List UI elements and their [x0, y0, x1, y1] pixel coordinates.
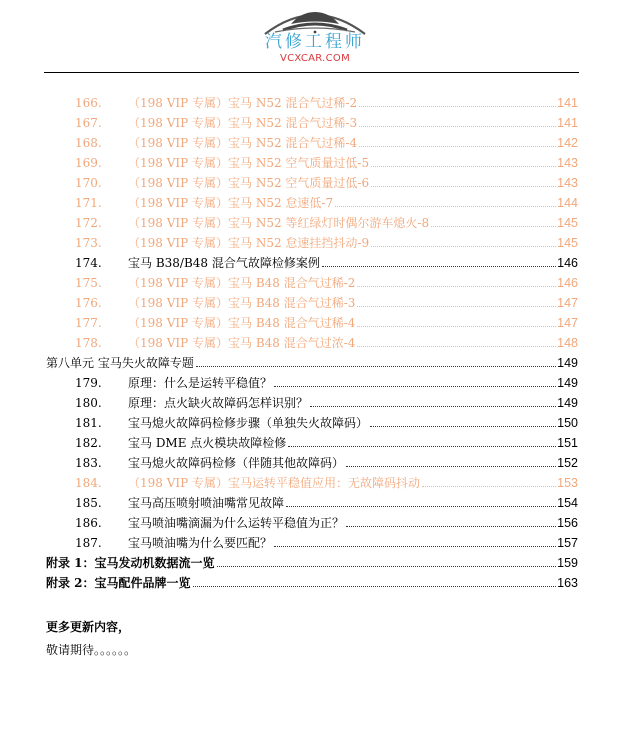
dot-leader: [274, 545, 556, 547]
toc-entry[interactable]: [0, 173, 621, 193]
toc-entry-title[interactable]: 附录 2：宝马配件品牌一览: [46, 576, 191, 590]
toc-page-number[interactable]: 147: [557, 296, 578, 310]
toc-entry[interactable]: [0, 493, 621, 513]
toc-entry-title[interactable]: （198 VIP 专属）宝马 N52 怠速挂挡抖动-9: [128, 236, 370, 250]
toc-entry-line: [128, 293, 578, 313]
toc-appendix-entry[interactable]: [0, 573, 621, 593]
toc-entry-number: 174.: [75, 256, 102, 270]
toc-entry[interactable]: [0, 233, 621, 253]
toc-entry[interactable]: [0, 333, 621, 353]
toc-entry[interactable]: [0, 93, 621, 113]
toc-entry-title[interactable]: 宝马高压喷射喷油嘴常见故障: [128, 496, 285, 510]
toc-entry-line: [128, 133, 578, 153]
toc-entry-number: 173.: [75, 236, 102, 250]
toc-entry-number: 175.: [75, 276, 102, 290]
table-of-contents: [0, 93, 621, 593]
toc-entry[interactable]: [0, 513, 621, 533]
toc-entry-number: 177.: [75, 316, 102, 330]
dot-leader: [359, 105, 556, 107]
toc-page-number[interactable]: 153: [557, 476, 578, 490]
toc-entry-line: [128, 453, 578, 473]
toc-page-number[interactable]: 146: [557, 276, 578, 290]
toc-entry[interactable]: [0, 393, 621, 413]
toc-entry-title[interactable]: （198 VIP 专属）宝马 B48 混合气过稀-2: [128, 276, 356, 290]
toc-page-number[interactable]: 141: [557, 96, 578, 110]
toc-entry[interactable]: [0, 273, 621, 293]
toc-page-number[interactable]: 145: [557, 236, 578, 250]
toc-page-number[interactable]: 144: [557, 196, 578, 210]
toc-page-number[interactable]: 150: [557, 416, 578, 430]
toc-entry-title[interactable]: 宝马熄火故障码检修（伴随其他故障码）: [128, 456, 345, 470]
toc-entry-number: 171.: [75, 196, 102, 210]
toc-entry-line: [128, 113, 578, 133]
toc-page-number[interactable]: 156: [557, 516, 578, 530]
toc-entry-title[interactable]: （198 VIP 专属）宝马 N52 空气质量过低-5: [128, 156, 370, 170]
dot-leader: [217, 565, 557, 567]
toc-entry-title[interactable]: 附录 1：宝马发动机数据流一览: [46, 556, 215, 570]
toc-page-number[interactable]: 148: [557, 336, 578, 350]
toc-entry-line: [128, 533, 578, 553]
toc-entry-title[interactable]: 宝马喷油嘴滴漏为什么运转平稳值为正？: [128, 516, 345, 530]
toc-page-number[interactable]: 149: [557, 396, 578, 410]
toc-entry-title[interactable]: （198 VIP 专属）宝马 N52 混合气过稀-2: [128, 96, 358, 110]
toc-entry-line: [128, 313, 578, 333]
toc-entry-number: 168.: [75, 136, 102, 150]
toc-entry-number: 186.: [75, 516, 102, 530]
dot-leader: [431, 225, 556, 227]
toc-entry[interactable]: [0, 413, 621, 433]
toc-entry-number: 169.: [75, 156, 102, 170]
toc-entry[interactable]: [0, 113, 621, 133]
toc-entry[interactable]: [0, 533, 621, 553]
toc-entry-number: 166.: [75, 96, 102, 110]
dot-leader: [371, 185, 556, 187]
toc-entry-line: [128, 493, 578, 513]
toc-page-number[interactable]: 152: [557, 456, 578, 470]
dot-leader: [310, 405, 556, 407]
toc-entry-line: [128, 413, 578, 433]
toc-entry-title[interactable]: 原理：什么是运转平稳值？: [128, 376, 273, 390]
toc-page-number[interactable]: 157: [557, 536, 578, 550]
toc-entry-line: [128, 433, 578, 453]
toc-entry-title[interactable]: （198 VIP 专属）宝马 N52 混合气过稀-4: [128, 136, 358, 150]
dot-leader: [193, 585, 557, 587]
dot-leader: [335, 205, 556, 207]
toc-entry-number: 187.: [75, 536, 102, 550]
toc-entry-title[interactable]: 宝马熄火故障码检修步骤（单独失火故障码）: [128, 416, 369, 430]
logo-chinese-text: 汽修工程师: [265, 32, 365, 52]
dot-leader: [288, 445, 556, 447]
toc-entry-number: 183.: [75, 456, 102, 470]
toc-page-number[interactable]: 151: [557, 436, 578, 450]
toc-page-number[interactable]: 149: [557, 376, 578, 390]
dot-leader: [274, 385, 556, 387]
toc-entry[interactable]: [0, 293, 621, 313]
toc-entry[interactable]: [0, 433, 621, 453]
toc-entry-number: 170.: [75, 176, 102, 190]
toc-entry-number: 185.: [75, 496, 102, 510]
toc-appendix-entry[interactable]: [0, 553, 621, 573]
toc-page-number[interactable]: 141: [557, 116, 578, 130]
toc-entry-line: [128, 273, 578, 293]
toc-entry-line: [128, 333, 578, 353]
dot-leader: [322, 265, 556, 267]
toc-entry[interactable]: [0, 253, 621, 273]
toc-entry-number: 179.: [75, 376, 102, 390]
car-logo-icon: [245, 2, 385, 36]
toc-entry-title[interactable]: 第八单元 宝马失火故障专题: [46, 356, 194, 370]
toc-entry-title[interactable]: （198 VIP 专属）宝马 B48 混合气过稀-3: [128, 296, 356, 310]
toc-entry-line: [128, 513, 578, 533]
toc-entry[interactable]: [0, 473, 621, 493]
toc-entry-line: [128, 233, 578, 253]
dot-leader: [357, 325, 556, 327]
toc-page-number[interactable]: 146: [557, 256, 578, 270]
dot-leader: [196, 365, 556, 367]
toc-page-number[interactable]: 142: [557, 136, 578, 150]
dot-leader: [357, 305, 556, 307]
dot-leader: [422, 485, 556, 487]
toc-unit-heading[interactable]: [0, 353, 621, 373]
toc-page-number[interactable]: 147: [557, 316, 578, 330]
toc-entry-title[interactable]: 宝马 B38/B48 混合气故障检修案例: [128, 256, 320, 270]
site-logo: [245, 2, 385, 68]
toc-entry[interactable]: [0, 153, 621, 173]
toc-entry-line: [128, 213, 578, 233]
toc-entry-number: 172.: [75, 216, 102, 230]
dot-leader: [359, 145, 556, 147]
dot-leader: [359, 125, 556, 127]
toc-entry-number: 180.: [75, 396, 102, 410]
toc-entry-line: [128, 153, 578, 173]
toc-entry-title[interactable]: （198 VIP 专属）宝马运转平稳值应用：无故障码抖动: [128, 476, 421, 490]
toc-entry-title[interactable]: 宝马 DME 点火模块故障检修: [128, 436, 287, 450]
toc-entry-title[interactable]: （198 VIP 专属）宝马 N52 等红绿灯时偶尔游车熄火-8: [128, 216, 430, 230]
toc-entry-line: [46, 353, 578, 373]
toc-entry[interactable]: [0, 453, 621, 473]
toc-entry-title[interactable]: （198 VIP 专属）宝马 B48 混合气过稀-4: [128, 316, 356, 330]
toc-entry[interactable]: [0, 193, 621, 213]
toc-entry-number: 181.: [75, 416, 102, 430]
toc-entry-number: 184.: [75, 476, 102, 490]
dot-leader: [346, 525, 556, 527]
toc-page-number[interactable]: 154: [557, 496, 578, 510]
toc-entry-title[interactable]: 宝马喷油嘴为什么要匹配？: [128, 536, 273, 550]
header-divider: [44, 72, 579, 73]
dot-leader: [371, 165, 556, 167]
toc-entry[interactable]: [0, 213, 621, 233]
toc-page-number[interactable]: 143: [557, 156, 578, 170]
toc-page-number[interactable]: 163: [557, 576, 578, 590]
dot-leader: [346, 465, 556, 467]
toc-entry[interactable]: [0, 313, 621, 333]
toc-entry-number: 178.: [75, 336, 102, 350]
toc-page-number[interactable]: 149: [557, 356, 578, 370]
dot-leader: [357, 285, 556, 287]
toc-page-number[interactable]: 145: [557, 216, 578, 230]
toc-entry-title[interactable]: 原理：点火缺火故障码怎样识别？: [128, 396, 309, 410]
toc-entry[interactable]: [0, 133, 621, 153]
toc-entry-number: 176.: [75, 296, 102, 310]
toc-entry-line: [128, 173, 578, 193]
toc-entry-number: 182.: [75, 436, 102, 450]
toc-entry-title[interactable]: （198 VIP 专属）宝马 N52 混合气过稀-3: [128, 116, 358, 130]
toc-entry-title[interactable]: （198 VIP 专属）宝马 N52 怠速低-7: [128, 196, 334, 210]
toc-entry-line: [128, 473, 578, 493]
dot-leader: [371, 245, 556, 247]
logo-domain-text: VCXCAR.COM: [279, 53, 351, 64]
toc-entry[interactable]: [0, 373, 621, 393]
toc-entry-line: [128, 193, 578, 213]
toc-entry-title[interactable]: （198 VIP 专属）宝马 B48 混合气过浓-4: [128, 336, 356, 350]
dot-leader: [370, 425, 556, 427]
dot-leader: [286, 505, 556, 507]
toc-entry-line: [128, 93, 578, 113]
toc-page-number[interactable]: 143: [557, 176, 578, 190]
toc-entry-line: [128, 253, 578, 273]
toc-entry-number: 167.: [75, 116, 102, 130]
toc-entry-line: [46, 573, 578, 593]
toc-entry-line: [128, 393, 578, 413]
toc-entry-line: [46, 553, 578, 573]
footer-more-updates: 更多更新内容，: [46, 620, 131, 634]
dot-leader: [357, 345, 556, 347]
toc-page-number[interactable]: 159: [557, 556, 578, 570]
footer-stay-tuned: 敬请期待。。。。。。: [46, 643, 137, 657]
toc-entry-line: [128, 373, 578, 393]
toc-entry-title[interactable]: （198 VIP 专属）宝马 N52 空气质量过低-6: [128, 176, 370, 190]
